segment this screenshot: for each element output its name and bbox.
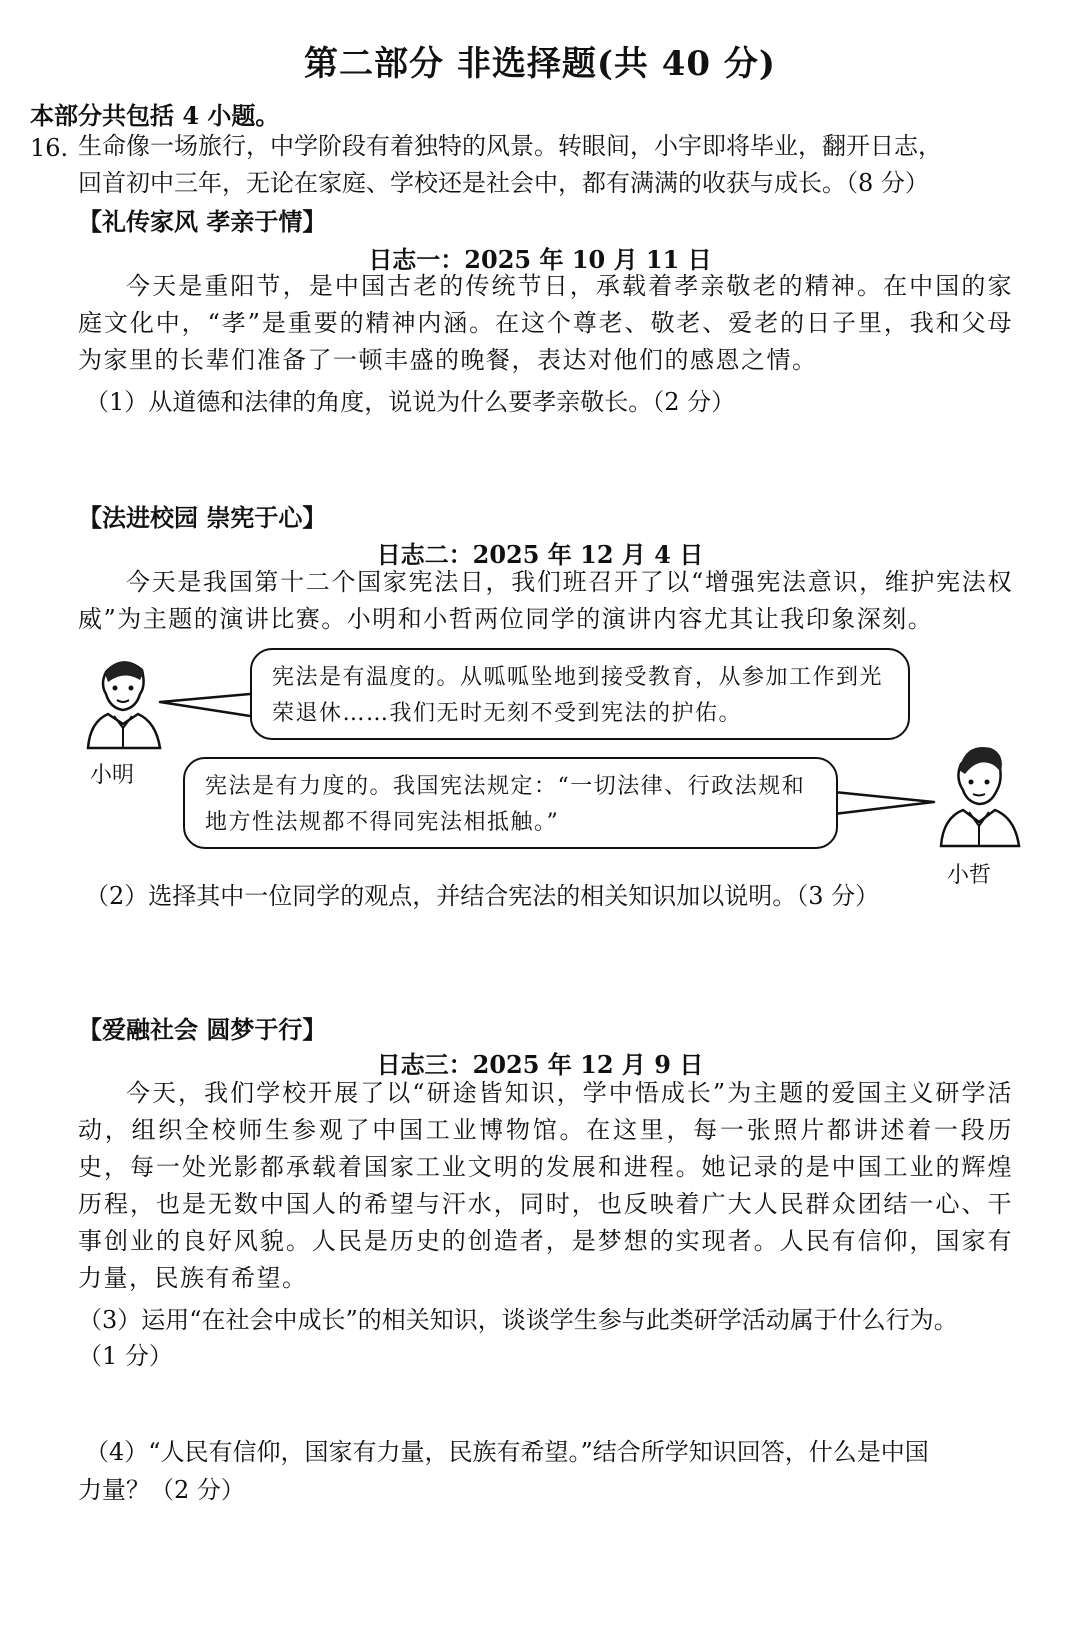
diary-paragraph-3: 今天，我们学校开展了以“研途皆知识，学中悟成长”为主题的爱国主义研学活动，组织全校师生参观了中国工业博物馆。在这里，每一张照片都讲述着一段历史，每一处光影都承载着国家工业文明的发展和进程。她记录的是中国工业的辉煌历程，也是无数中国人的希望与汗水，同时，也反映着广大人民群众团结一心、干事创业的良好风貌。人民是历史的创造者，是梦想的实现者。人民有信仰，国家有力量，民族有希望。 [78,1079,1013,1292]
page-title: 第二部分 非选择题(共 40 分) [304,44,776,84]
diary-title-1: 日志一：2025 年 10 月 11 日 [368,245,712,274]
speaker-name-xiaozhe: 小哲 [947,863,992,888]
speech-bubble-xiaoming: 宪法是有温度的。从呱呱坠地到接受教育，从参加工作到光荣退休……我们无时无刻不受到宪法的护佑。 [250,648,910,740]
section-heading-society: 【爱融社会 圆梦于行】 [78,1015,327,1044]
student-xiaozhe-avatar-icon [935,740,1025,848]
question-number: 16. [30,134,69,162]
sub-question-4-line-2: 力量？（2 分） [78,1476,245,1504]
sub-question-1: （1）从道德和法律的角度，说说为什么要孝亲敬长。（2 分） [85,388,736,416]
section-heading-family: 【礼传家风 孝亲于情】 [78,207,327,236]
speech-bubble-tail-left-icon [158,690,258,720]
diary-paragraph-2: 今天是我国第十二个国家宪法日，我们班召开了以“增强宪法意识，维护宪法权威”为主题的演讲比赛。小明和小哲两位同学的演讲内容尤其让我印象深刻。 [78,568,1013,633]
diary-title-2: 日志二：2025 年 12 月 4 日 [376,540,704,569]
diary-paragraph-1: 今天是重阳节，是中国古老的传统节日，承载着孝亲敬老的精神。在中国的家庭文化中，“孝”是重要的精神内涵。在这个尊老、敬老、爱老的日子里，我和父母为家里的长辈们准备了一顿丰盛的晚餐，表达对他们的感恩之情。 [78,272,1013,374]
speaker-name-xiaoming: 小明 [90,763,135,788]
section-heading-school: 【法进校园 崇宪于心】 [78,503,327,532]
question-stem-line-2: 回首初中三年，无论在家庭、学校还是社会中，都有满满的收获与成长。（8 分） [78,169,929,197]
speech-bubble-xiaozhe: 宪法是有力度的。我国宪法规定：“一切法律、行政法规和地方性法规都不得同宪法相抵触。” [183,757,838,849]
part-intro: 本部分共包括 4 小题。 [30,101,280,130]
student-xiaoming-avatar-icon [78,650,168,750]
speech-bubble-tail-right-icon [830,788,940,818]
question-stem-line-1: 生命像一场旅行，中学阶段有着独特的风景。转眼间，小宇即将毕业，翻开日志， [78,132,942,160]
sub-question-2: （2）选择其中一位同学的观点，并结合宪法的相关知识加以说明。（3 分） [85,882,880,910]
sub-question-3-line-1: （3）运用“在社会中成长”的相关知识，谈谈学生参与此类研学活动属于什么行为。 [78,1306,958,1334]
sub-question-3-line-2: （1 分） [78,1342,173,1370]
diary-title-3: 日志三：2025 年 12 月 9 日 [376,1050,704,1079]
sub-question-4-line-1: （4）“人民有信仰，国家有力量，民族有希望。”结合所学知识回答，什么是中国 [85,1438,929,1466]
